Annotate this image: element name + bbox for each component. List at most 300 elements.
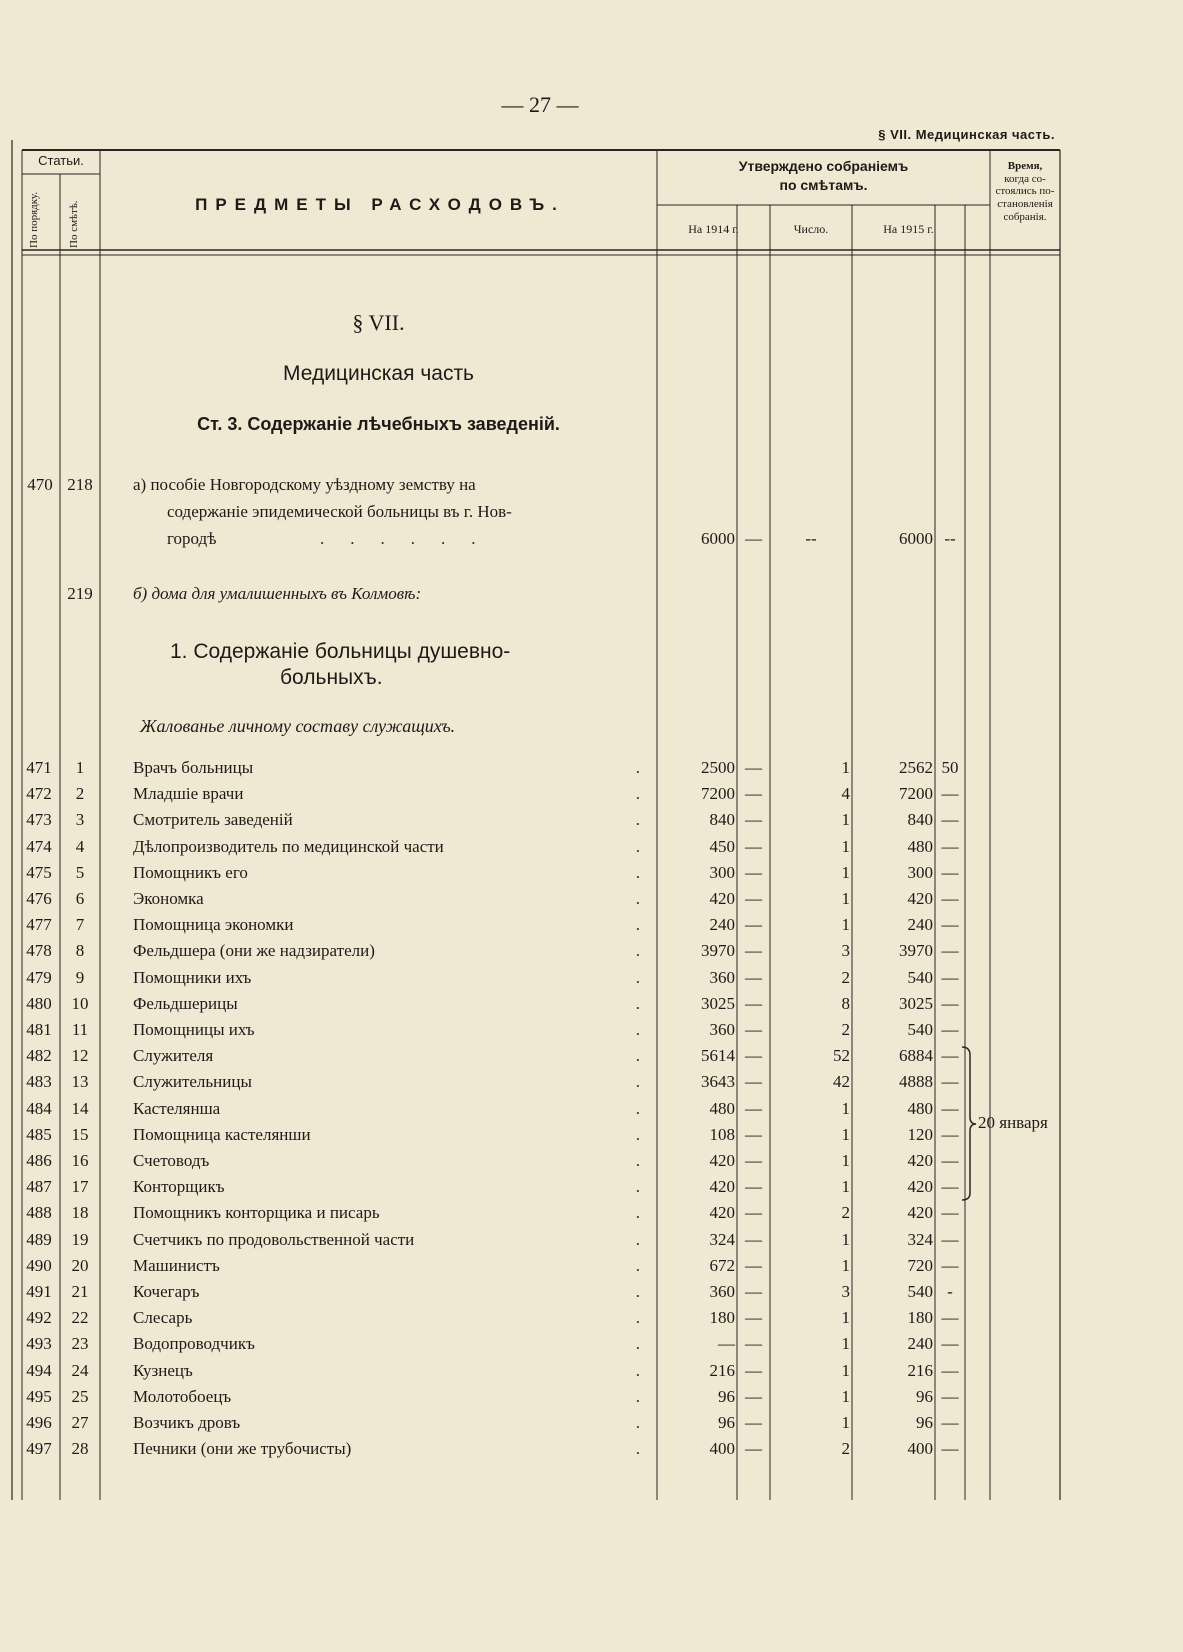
leader-dot: . [635, 915, 640, 935]
row-name: Служительницы [133, 1072, 252, 1092]
row-count: 1 [841, 1360, 850, 1380]
row-count: 1 [841, 889, 850, 908]
row-kop-1915: — [941, 1439, 959, 1459]
row-estimate-no: 17 [71, 1177, 89, 1197]
row-kop-1915: — [941, 993, 959, 1013]
row-amount-1914: 480 [709, 1098, 735, 1118]
row-amount-1914: 240 [709, 915, 735, 935]
table-row [0, 1072, 1183, 1098]
row-order-no: 483 [26, 1072, 52, 1092]
row-amount-1914: — [718, 1334, 735, 1354]
row-name: Помощница кастелянши [133, 1124, 311, 1144]
row-kop-1915: — [941, 941, 959, 961]
row-name: Помощникъ конторщика и писарь [133, 1203, 380, 1223]
row-amount-1914: 180 [709, 1308, 735, 1328]
row-count: 1 [841, 1334, 850, 1354]
table-row [0, 1439, 1183, 1465]
row-kop-1914: — [745, 1124, 762, 1144]
row-amount-1914: 7200 [701, 784, 735, 804]
row-estimate-no: 19 [71, 1229, 89, 1249]
leader-dots: ...... [320, 529, 502, 548]
row-amount-1914: 360 [709, 1020, 735, 1039]
row-count: 2 [841, 1203, 850, 1223]
row-amount-1915: 420 [907, 1203, 933, 1223]
entry-b-text: б) дома для умалишенныхъ въ Колмовѣ: [133, 584, 422, 603]
running-head: § VII. Медицинская часть. [878, 127, 1055, 142]
row-kop-1914: — [745, 758, 762, 777]
row-count: 1 [841, 1177, 850, 1197]
row-kop-1915: — [941, 967, 959, 987]
row-order-no: 497 [26, 1439, 52, 1459]
row-order-no: 493 [26, 1334, 52, 1354]
row-amount-1914: 420 [709, 1151, 735, 1170]
row-kop-1915: — [941, 1046, 959, 1066]
row-count: 1 [841, 1229, 850, 1249]
table-row [0, 837, 1183, 863]
row-name: Кочегаръ [133, 1282, 200, 1301]
row-amount-1915: 6884 [899, 1046, 933, 1066]
table-row [0, 1282, 1183, 1308]
leader-dot: . [635, 1020, 640, 1039]
row-count: 1 [841, 1098, 850, 1118]
section-title: Медицинская часть [283, 362, 474, 385]
row-count: 1 [841, 836, 850, 856]
table-row [0, 1151, 1183, 1177]
row-name: Водопроводчикъ [133, 1334, 255, 1354]
row-kop-1914: — [745, 862, 762, 882]
leader-dot: . [635, 1203, 640, 1223]
header-time-2: когда со- [1004, 172, 1046, 185]
row-count: 8 [841, 993, 850, 1013]
table-row [0, 1046, 1183, 1072]
row-kop-1914: — [745, 1098, 762, 1118]
row-count: 1 [841, 758, 850, 777]
row-count: 42 [833, 1072, 850, 1092]
row-order-no: 484 [26, 1098, 52, 1118]
leader-dot: . [635, 941, 640, 961]
row-kop-1915: — [941, 1124, 959, 1144]
row-estimate-no: 8 [75, 941, 85, 961]
leader-dot: . [635, 1255, 640, 1275]
header-by-order: По порядку. [28, 191, 40, 248]
row-kop-1914: — [745, 1413, 762, 1432]
row-kop-1914: — [745, 1360, 762, 1380]
row-name: Возчикъ дровъ [133, 1413, 241, 1432]
leader-dot: . [635, 993, 640, 1013]
salary-heading: Жалованье личному составу служащихъ. [140, 716, 456, 736]
entry-a-1914-kop: — [745, 529, 762, 548]
row-kop-1915: — [941, 889, 959, 908]
header-articles: Статьи. [38, 153, 84, 168]
leader-dot: . [635, 784, 640, 804]
row-amount-1915: 324 [907, 1229, 933, 1249]
header-approved-1: Утверждено собраніемъ [738, 158, 909, 174]
row-kop-1914: — [745, 1255, 762, 1275]
row-amount-1915: 216 [907, 1360, 933, 1380]
row-name: Конторщикъ [133, 1177, 225, 1197]
row-estimate-no: 3 [75, 810, 85, 830]
row-estimate-no: 22 [71, 1308, 89, 1328]
row-kop-1914: — [745, 1334, 762, 1354]
row-amount-1915: 2562 [899, 758, 933, 777]
bracket-note: 20 января [978, 1113, 1048, 1132]
row-kop-1915: — [941, 1203, 959, 1223]
row-kop-1914: — [745, 1020, 762, 1039]
row-kop-1914: — [745, 1203, 762, 1223]
row-amount-1915: 300 [907, 862, 933, 882]
row-kop-1914: — [745, 784, 762, 804]
row-amount-1915: 720 [907, 1255, 933, 1275]
row-estimate-no: 24 [71, 1360, 89, 1380]
row-amount-1914: 216 [709, 1360, 735, 1380]
section-number: § VII. [352, 310, 405, 335]
row-order-no: 471 [26, 758, 52, 777]
row-order-no: 478 [26, 941, 52, 961]
row-name: Счетчикъ по продовольственной части [133, 1229, 415, 1249]
row-amount-1914: 3025 [701, 993, 735, 1013]
row-amount-1914: 5614 [701, 1046, 735, 1066]
row-amount-1915: 420 [907, 1177, 933, 1197]
row-kop-1915: — [941, 1229, 959, 1249]
row-amount-1914: 3970 [701, 941, 735, 961]
row-estimate-no: 28 [71, 1439, 89, 1459]
row-count: 2 [841, 1439, 850, 1459]
row-name: Младшіе врачи [133, 784, 244, 804]
table-row [0, 1020, 1183, 1046]
row-name: Счетоводъ [133, 1151, 210, 1170]
leader-dot: . [635, 1413, 640, 1432]
table-row [0, 889, 1183, 915]
row-estimate-no: 1 [75, 758, 85, 777]
leader-dot: . [635, 836, 640, 856]
leader-dot: . [635, 1229, 640, 1249]
row-order-no: 477 [26, 915, 52, 935]
row-count: 1 [841, 1413, 850, 1432]
row-amount-1915: 400 [907, 1439, 933, 1459]
row-kop-1915: — [941, 862, 959, 882]
header-by-estimate: По смѣтѣ. [68, 200, 80, 248]
row-amount-1915: 7200 [899, 784, 933, 804]
row-amount-1915: 480 [907, 1098, 933, 1118]
row-name: Помощницы ихъ [133, 1020, 255, 1039]
row-amount-1915: 540 [907, 1282, 933, 1301]
row-name: Машинистъ [133, 1255, 220, 1275]
header-approved-2: по смѣтамъ. [779, 177, 868, 193]
row-name: Фельдшерицы [133, 993, 238, 1013]
row-estimate-no: 20 [71, 1255, 89, 1275]
table-row [0, 784, 1183, 810]
row-amount-1914: 840 [709, 810, 735, 830]
row-amount-1914: 300 [709, 862, 735, 882]
table-row [0, 1334, 1183, 1360]
row-amount-1915: 96 [916, 1386, 933, 1406]
row-kop-1914: — [745, 1151, 762, 1170]
row-kop-1914: — [745, 1046, 762, 1066]
row-amount-1915: 540 [907, 1020, 933, 1039]
row-estimate-no: 23 [71, 1334, 89, 1354]
row-kop-1915: — [941, 1177, 959, 1197]
header-subjects: ПРЕДМЕТЫ РАСХОДОВЪ. [195, 195, 565, 214]
entry-a-line2: содержаніе эпидемической больницы въ г. Нов- [167, 502, 512, 521]
row-name: Слесарь [133, 1308, 193, 1328]
row-estimate-no: 25 [71, 1386, 89, 1406]
row-kop-1915: — [941, 1334, 959, 1354]
leader-dot: . [635, 1046, 640, 1066]
row-amount-1915: 240 [907, 1334, 933, 1354]
leader-dot: . [635, 1282, 640, 1301]
row-order-no: 485 [26, 1124, 52, 1144]
header-time-4: становленія [997, 197, 1053, 210]
leader-dot: . [635, 1386, 640, 1406]
row-count: 1 [841, 810, 850, 830]
row-kop-1915: - [947, 1282, 953, 1301]
row-count: 3 [841, 1282, 850, 1301]
table-row [0, 1230, 1183, 1256]
table-row [0, 941, 1183, 967]
row-amount-1915: 480 [907, 836, 933, 856]
leader-dot: . [635, 1308, 640, 1328]
subheading-line2: больныхъ. [280, 666, 383, 689]
table-row [0, 1413, 1183, 1439]
row-amount-1914: 420 [709, 1177, 735, 1197]
table-row [0, 994, 1183, 1020]
row-order-no: 491 [26, 1282, 52, 1301]
row-order-no: 482 [26, 1046, 52, 1066]
table-row [0, 968, 1183, 994]
row-name: Врачъ больницы [133, 758, 254, 777]
row-count: 4 [841, 784, 850, 804]
row-amount-1915: 420 [907, 1151, 933, 1170]
row-kop-1914: — [745, 889, 762, 908]
entry-a-1915-kop: -- [944, 529, 956, 548]
row-kop-1915: — [941, 1020, 959, 1039]
row-order-no: 496 [26, 1413, 52, 1432]
row-kop-1914: — [745, 967, 762, 987]
row-kop-1915: — [941, 1098, 959, 1118]
row-kop-1914: — [745, 1439, 762, 1459]
row-estimate-no: 13 [71, 1072, 89, 1092]
row-amount-1914: 420 [709, 1203, 735, 1223]
row-order-no: 490 [26, 1255, 52, 1275]
header-col-1915: На 1915 г. [883, 222, 934, 236]
row-count: 1 [841, 915, 850, 935]
table-row [0, 1387, 1183, 1413]
header-time-5: собранія. [1003, 210, 1047, 223]
row-kop-1914: — [745, 1177, 762, 1197]
row-name: Служителя [133, 1046, 214, 1066]
row-amount-1914: 420 [709, 889, 735, 908]
row-amount-1914: 108 [709, 1124, 735, 1144]
row-count: 52 [833, 1046, 850, 1066]
row-count: 3 [841, 941, 850, 961]
entry-b-est: 219 [67, 584, 93, 603]
table-row [0, 915, 1183, 941]
row-kop-1914: — [745, 1282, 762, 1301]
row-estimate-no: 12 [71, 1046, 89, 1066]
row-kop-1914: — [745, 1308, 762, 1328]
row-order-no: 481 [26, 1020, 52, 1039]
row-name: Смотритель заведеній [133, 810, 293, 830]
row-amount-1914: 450 [709, 836, 735, 856]
row-estimate-no: 2 [75, 784, 85, 804]
row-amount-1914: 672 [709, 1255, 735, 1275]
row-amount-1914: 360 [709, 967, 735, 987]
row-name: Помощникъ его [133, 862, 248, 882]
entry-a-1914: 6000 [701, 529, 735, 548]
row-amount-1915: 540 [907, 967, 933, 987]
row-name: Экономка [133, 889, 204, 908]
leader-dot: . [635, 758, 640, 777]
row-order-no: 475 [26, 862, 52, 882]
row-order-no: 472 [26, 784, 52, 804]
table-row [0, 1177, 1183, 1203]
row-amount-1914: 360 [709, 1282, 735, 1301]
row-count: 1 [841, 1386, 850, 1406]
row-count: 1 [841, 862, 850, 882]
row-estimate-no: 9 [75, 967, 85, 987]
row-kop-1915: — [941, 784, 959, 804]
leader-dot: . [635, 1439, 640, 1459]
row-amount-1915: 840 [907, 810, 933, 830]
row-order-no: 480 [26, 993, 52, 1013]
row-estimate-no: 5 [75, 862, 85, 882]
row-amount-1915: 3025 [899, 993, 933, 1013]
leader-dot: . [635, 1124, 640, 1144]
row-kop-1915: — [941, 810, 959, 830]
row-amount-1915: 180 [907, 1308, 933, 1328]
entry-a-line1: а) пособіе Новгородскому уѣздному земству на [133, 475, 476, 494]
row-estimate-no: 27 [71, 1413, 89, 1432]
row-estimate-no: 16 [71, 1151, 89, 1170]
row-name: Молотобоецъ [133, 1386, 232, 1406]
row-order-no: 479 [26, 967, 52, 987]
row-name: Помощница экономки [133, 915, 294, 935]
row-amount-1914: 96 [718, 1413, 735, 1432]
row-kop-1914: — [745, 1229, 762, 1249]
row-kop-1915: — [941, 1413, 959, 1432]
header-time-3: стоялись по- [995, 185, 1055, 198]
row-order-no: 489 [26, 1229, 52, 1249]
row-amount-1914: 96 [718, 1386, 735, 1406]
row-kop-1915: 50 [941, 758, 959, 777]
table-row [0, 810, 1183, 836]
row-estimate-no: 4 [75, 836, 85, 856]
row-order-no: 476 [26, 889, 52, 908]
row-order-no: 494 [26, 1360, 52, 1380]
table-row [0, 1308, 1183, 1334]
leader-dot: . [635, 862, 640, 882]
row-estimate-no: 18 [71, 1203, 89, 1223]
row-estimate-no: 10 [71, 993, 89, 1013]
row-estimate-no: 11 [71, 1020, 89, 1039]
row-name: Печники (они же трубочисты) [133, 1439, 352, 1459]
row-order-no: 474 [26, 836, 52, 856]
row-kop-1914: — [745, 915, 762, 935]
row-count: 2 [841, 1020, 850, 1039]
entry-a-1915: 6000 [899, 529, 933, 548]
row-order-no: 492 [26, 1308, 52, 1328]
row-name: Дѣлопроизводитель по медицинской части [133, 836, 444, 856]
leader-dot: . [635, 1334, 640, 1354]
row-kop-1914: — [745, 836, 762, 856]
row-count: 1 [841, 1151, 850, 1170]
row-amount-1915: 420 [907, 889, 933, 908]
row-order-no: 486 [26, 1151, 52, 1170]
header-col-1914: На 1914 г. [688, 222, 739, 236]
leader-dot: . [635, 1098, 640, 1118]
row-count: 2 [841, 967, 850, 987]
leader-dot: . [635, 1177, 640, 1197]
table-row [0, 1361, 1183, 1387]
entry-a-no: 470 [27, 475, 53, 494]
row-count: 1 [841, 1308, 850, 1328]
row-kop-1914: — [745, 941, 762, 961]
row-amount-1915: 120 [907, 1124, 933, 1144]
header-time-1: Время, [1007, 160, 1043, 172]
row-kop-1915: — [941, 1360, 959, 1380]
row-order-no: 495 [26, 1386, 52, 1406]
row-estimate-no: 21 [71, 1282, 89, 1301]
row-kop-1914: — [745, 810, 762, 830]
row-amount-1915: 3970 [899, 941, 933, 961]
row-kop-1914: — [745, 1386, 762, 1406]
article-title: Ст. 3. Содержаніе лѣчебныхъ заведеній. [197, 414, 560, 434]
row-name: Кастелянша [133, 1098, 221, 1118]
table-row [0, 1256, 1183, 1282]
table-row [0, 758, 1183, 784]
entry-a-est: 218 [67, 475, 93, 494]
row-amount-1915: 4888 [899, 1072, 933, 1092]
table-row [0, 863, 1183, 889]
row-estimate-no: 14 [71, 1098, 89, 1118]
row-kop-1915: — [941, 1151, 959, 1170]
row-kop-1915: — [941, 1386, 959, 1406]
row-order-no: 488 [26, 1203, 52, 1223]
row-name: Кузнецъ [133, 1360, 193, 1380]
table-row [0, 1203, 1183, 1229]
leader-dot: . [635, 810, 640, 830]
leader-dot: . [635, 1072, 640, 1092]
leader-dot: . [635, 1151, 640, 1170]
row-kop-1914: — [745, 993, 762, 1013]
row-name: Фельдшера (они же надзиратели) [133, 941, 375, 961]
leader-dot: . [635, 967, 640, 987]
row-amount-1915: 96 [916, 1413, 933, 1432]
row-order-no: 473 [26, 810, 52, 830]
row-kop-1915: — [941, 1308, 959, 1328]
row-kop-1915: — [941, 915, 959, 935]
entry-a-count: -- [805, 529, 817, 548]
page-number: — 27 — [501, 92, 579, 117]
header-col-count: Число. [793, 222, 829, 236]
row-order-no: 487 [26, 1177, 52, 1197]
row-amount-1914: 400 [709, 1439, 735, 1459]
leader-dot: . [635, 889, 640, 908]
leader-dot: . [635, 1360, 640, 1380]
row-amount-1915: 240 [907, 915, 933, 935]
row-estimate-no: 6 [75, 889, 85, 908]
row-name: Помощники ихъ [133, 967, 252, 987]
row-kop-1915: — [941, 1255, 959, 1275]
row-kop-1914: — [745, 1072, 762, 1092]
row-kop-1915: — [941, 836, 959, 856]
header-time [990, 160, 1060, 223]
entry-a-line3: городѣ [167, 529, 217, 548]
row-count: 1 [841, 1124, 850, 1144]
row-amount-1914: 2500 [701, 758, 735, 777]
row-estimate-no: 15 [71, 1124, 89, 1144]
row-amount-1914: 324 [709, 1229, 735, 1249]
